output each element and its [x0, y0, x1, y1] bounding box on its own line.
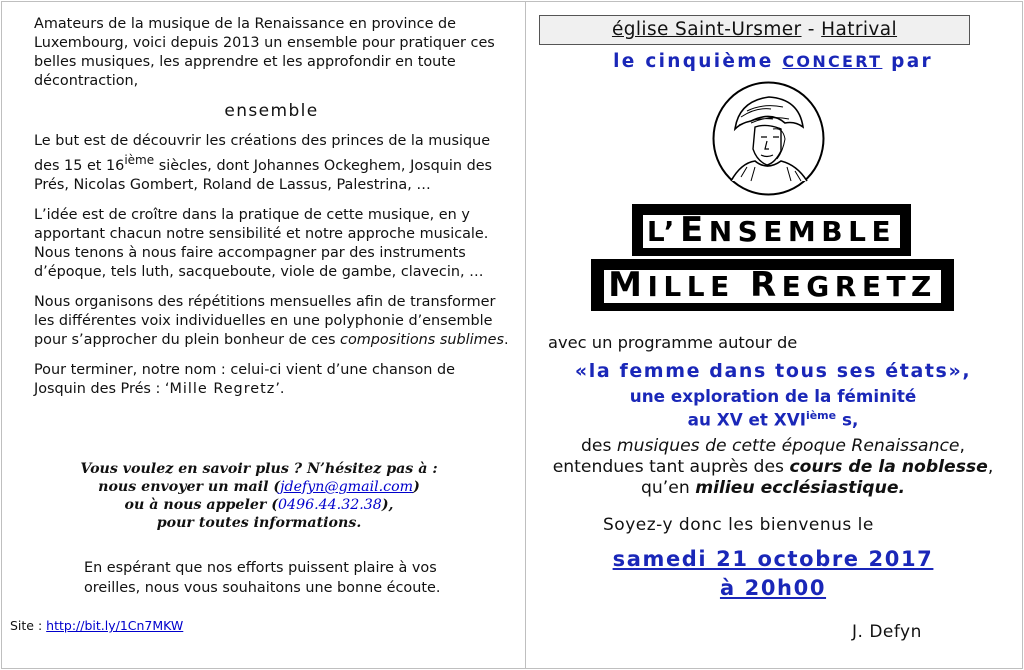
welcome-line: Soyez-y donc les bienvenus le: [603, 515, 874, 535]
goal-text: Le but est de découvrir les créations des princes de la musique des 15 et 16: [34, 133, 491, 174]
phone-link[interactable]: 0496.44.32.38: [278, 497, 382, 513]
contact-mail-post: ): [413, 479, 420, 495]
music-line2-pre: entendues tant auprès des: [552, 457, 790, 477]
contact-line-3: [34, 496, 484, 514]
name-title: Mille Regretz: [169, 380, 276, 397]
music-line-2: [530, 457, 1016, 499]
theme-title: «la femme dans tous ses états»,: [574, 360, 972, 382]
theme3-pre: au XV et XVI: [687, 409, 806, 430]
music-courts: cours de la noblesse: [789, 457, 988, 477]
name-text: Pour terminer, notre nom : celui-ci vient d’une chanson de Josquin des Prés : ‘: [34, 361, 455, 397]
composer-portrait-icon: [711, 81, 826, 196]
fifth-concert-line: [530, 51, 1016, 72]
concert-time: à 20h00: [719, 576, 827, 600]
church-name: église Saint-Ursmer: [611, 19, 802, 40]
band2-m: M: [608, 265, 648, 305]
contact-block: [34, 460, 484, 532]
location-box: [539, 15, 970, 45]
intro-paragraph: Amateurs de la musique de la Renaissance en province de Luxembourg, voici depuis 2013 un ensemble pour pratiquer ces belles musiques, les apprendre et les approfondir en toute décontraction,: [34, 16, 495, 89]
site-label: Site :: [10, 618, 47, 633]
contact-line-2: [34, 478, 484, 496]
band-name-line-2: [591, 259, 954, 311]
band1-rest: NSEMBLE: [708, 215, 897, 248]
music-line-1: [530, 436, 1016, 457]
theme-subtitle-1: une exploration de la féminité: [629, 386, 917, 406]
concert-word: CONCERT: [782, 52, 883, 71]
email-link[interactable]: jdefyn@gmail.com: [280, 479, 414, 495]
music-mid: ,: [959, 436, 965, 456]
name-end: ’.: [275, 380, 285, 397]
music-italic: musiques de cette époque Renaissance: [616, 436, 960, 456]
fold-divider: [525, 1, 526, 669]
theme-subtitle-2: [530, 409, 1016, 430]
goal-sup: ième: [124, 153, 155, 167]
rehearsals-paragraph: [34, 293, 509, 350]
band2-ille: ILLE: [647, 270, 750, 303]
contact-mail-pre: nous envoyer un mail (: [98, 479, 281, 495]
band-name-line-1: [632, 204, 911, 256]
site-link[interactable]: http://bit.ly/1Cn7MKW: [46, 618, 184, 633]
fifth-pre: le cinquième: [613, 51, 783, 72]
band1-l: L’: [646, 215, 680, 248]
idea-paragraph: L’idée est de croître dans la pratique de cette musique, en y apportant chacun notre sensibilité et notre approche musicale. Nous tenons à nous faire accompagner par des instruments d’époque, tels luth, sacqueboute, viole de gambe, clavecin, …: [34, 206, 489, 280]
band1-e: E: [679, 210, 709, 250]
music-line3-mid: , qu’en: [640, 457, 994, 498]
concert-date: samedi 21 octobre 2017: [612, 547, 934, 571]
theme3-sup: ième: [805, 409, 837, 422]
rehearsals-end: .: [503, 331, 509, 348]
closing-paragraph: En espérant que nos efforts puissent plaire à vos oreilles, nous vous souhaitons une bonne écoute.: [84, 560, 441, 596]
contact-phone-pre: ou à nous appeler (: [124, 497, 279, 513]
contact-phone-post: ),: [381, 497, 394, 513]
theme3-post: s,: [836, 409, 859, 430]
band2-rest: EGRETZ: [781, 270, 937, 303]
music-description: [530, 436, 1016, 499]
rehearsals-italic: compositions sublimes: [340, 331, 504, 348]
ensemble-heading: ensemble: [224, 101, 319, 121]
band2-r: R: [749, 265, 782, 305]
goal-text-2: siècles, dont Johannes Ockeghem, Josquin des Prés, Nicolas Gombert, Roland de Lassus, Palestrina, …: [34, 157, 493, 193]
music-pre: des: [581, 436, 617, 456]
left-panel: [34, 15, 509, 410]
music-church: milieu ecclésiastique.: [695, 478, 906, 498]
fifth-post: par: [882, 51, 933, 72]
rehearsals-text: Nous organisons des répétitions mensuelles afin de transformer les différentes voix individuelles en une polyphonie d’ensemble pour s’approcher du plein bonheur de ces: [34, 293, 496, 348]
location-sep: -: [801, 19, 822, 40]
signature: J. Defyn: [852, 622, 922, 642]
program-intro: avec un programme autour de: [548, 333, 798, 352]
contact-line-1: Vous voulez en savoir plus ? N’hésitez pas à :: [80, 461, 438, 477]
goal-paragraph: [34, 132, 509, 195]
site-line: [10, 618, 183, 633]
town-name: Hatrival: [821, 19, 898, 40]
contact-line-4: pour toutes informations.: [156, 515, 362, 531]
name-paragraph: [34, 361, 509, 399]
